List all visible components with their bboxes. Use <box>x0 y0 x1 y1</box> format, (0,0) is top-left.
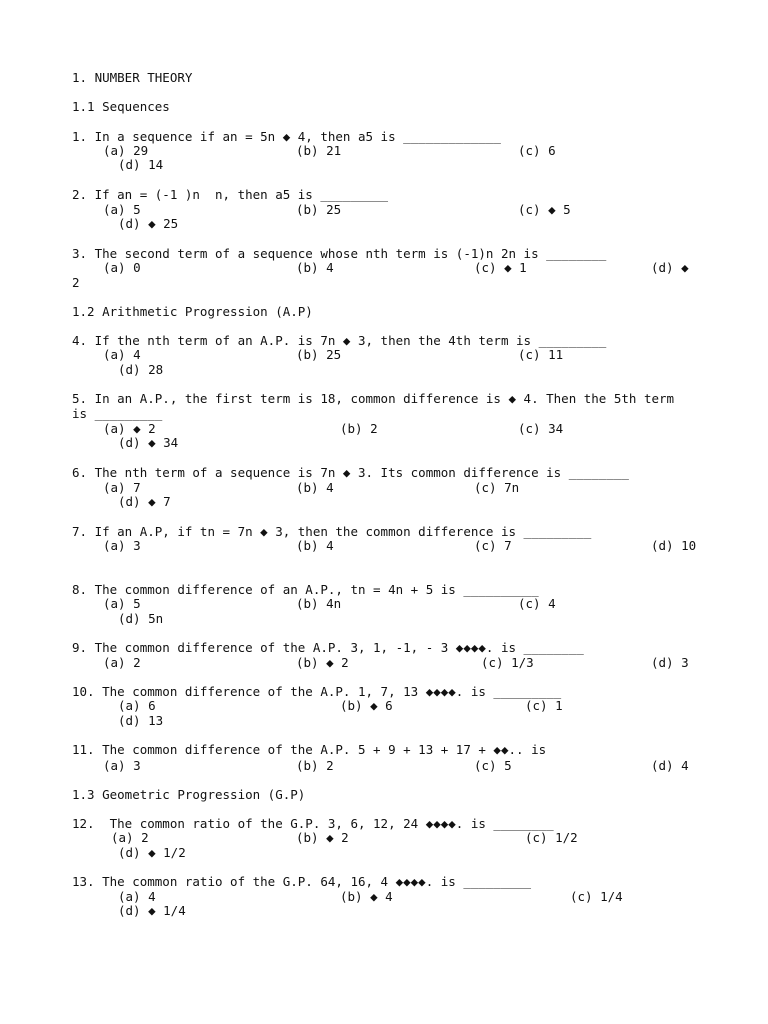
option-c: (c) 1/2 <box>525 830 578 845</box>
option-d: (d) ◆ <box>651 260 689 275</box>
option-b: (b) ◆ 6 <box>340 698 393 713</box>
option-d: (d) 3 <box>651 655 689 670</box>
option-b: (b) 4 <box>296 260 334 275</box>
option-d: (d) ◆ 25 <box>118 216 179 231</box>
page-heading: 1. NUMBER THEORY <box>72 70 193 85</box>
option-c: (c) 1/3 <box>481 655 534 670</box>
option-b: (b) 2 <box>296 758 334 773</box>
option-b: (b) 4n <box>296 596 342 611</box>
option-b: (b) 4 <box>296 538 334 553</box>
option-d: (d) 5n <box>118 611 164 626</box>
question-text: 7. If an A.P, if tn = 7n ◆ 3, then the common difference is _________ <box>72 524 592 539</box>
question-text: 6. The nth term of a sequence is 7n ◆ 3. Its common difference is ________ <box>72 465 629 480</box>
option-c: (c) 4 <box>518 596 556 611</box>
option-a: (a) 4 <box>118 889 156 904</box>
option-a: (a) 5 <box>103 202 141 217</box>
question-text: 4. If the nth term of an A.P. is 7n ◆ 3, then the 4th term is _________ <box>72 333 607 348</box>
option-d: (d) 13 <box>118 713 164 728</box>
option-d: (d) ◆ 7 <box>118 494 171 509</box>
option-a: (a) 4 <box>103 347 141 362</box>
question-text: 10. The common difference of the A.P. 1, 7, 13 ◆◆◆◆. is _________ <box>72 684 562 699</box>
question-text: 8. The common difference of an A.P., tn = 4n + 5 is __________ <box>72 582 539 597</box>
option-c: (c) 7n <box>474 480 520 495</box>
option-a: (a) 5 <box>103 596 141 611</box>
option-a: (a) 3 <box>103 758 141 773</box>
option-a: (a) 3 <box>103 538 141 553</box>
option-a: (a) 29 <box>103 143 149 158</box>
question-text: 9. The common difference of the A.P. 3, 1, -1, - 3 ◆◆◆◆. is ________ <box>72 640 584 655</box>
option-b: (b) ◆ 2 <box>296 830 349 845</box>
question-text: 2. If an = (-1 )n n, then a5 is _________ <box>72 187 389 202</box>
question-text: 1. In a sequence if an = 5n ◆ 4, then a5 is _____________ <box>72 129 501 144</box>
option-c: (c) ◆ 5 <box>518 202 571 217</box>
option-b: (b) 25 <box>296 202 342 217</box>
question-text: 13. The common ratio of the G.P. 64, 16, 4 ◆◆◆◆. is _________ <box>72 874 532 889</box>
question-text: 3. The second term of a sequence whose nth term is (-1)n 2n is ________ <box>72 246 607 261</box>
option-b: (b) ◆ 4 <box>340 889 393 904</box>
option-b: (b) ◆ 2 <box>296 655 349 670</box>
option-d: (d) ◆ 1/4 <box>118 903 186 918</box>
option-c: (c) 34 <box>518 421 564 436</box>
option-c: (c) 7 <box>474 538 512 553</box>
option-c: (c) 1 <box>525 698 563 713</box>
option-d: (d) 14 <box>118 157 164 172</box>
option-b: (b) 21 <box>296 143 342 158</box>
question-text: 12. The common ratio of the G.P. 3, 6, 12, 24 ◆◆◆◆. is ________ <box>72 816 554 831</box>
option-d: (d) 28 <box>118 362 164 377</box>
question-text-continued: is _________ <box>72 406 163 421</box>
option-b: (b) 2 <box>340 421 378 436</box>
option-c: (c) 6 <box>518 143 556 158</box>
option-a: (a) 7 <box>103 480 141 495</box>
section-heading-gp: 1.3 Geometric Progression (G.P) <box>72 787 306 802</box>
option-a: (a) 2 <box>103 655 141 670</box>
option-b: (b) 4 <box>296 480 334 495</box>
option-c: (c) 5 <box>474 758 512 773</box>
option-c: (c) ◆ 1 <box>474 260 527 275</box>
option-d: (d) 4 <box>651 758 689 773</box>
option-a: (a) ◆ 2 <box>103 421 156 436</box>
option-d: (d) 10 <box>651 538 697 553</box>
option-a: (a) 2 <box>111 830 149 845</box>
option-c: (c) 11 <box>518 347 564 362</box>
option-d: (d) ◆ 1/2 <box>118 845 186 860</box>
option-a: (a) 0 <box>103 260 141 275</box>
question-text: 5. In an A.P., the first term is 18, common difference is ◆ 4. Then the 5th term <box>72 391 675 406</box>
option-a: (a) 6 <box>118 698 156 713</box>
option-d-continued: 2 <box>72 275 80 290</box>
option-d: (d) ◆ 34 <box>118 435 179 450</box>
option-c: (c) 1/4 <box>570 889 623 904</box>
option-b: (b) 25 <box>296 347 342 362</box>
question-text: 11. The common difference of the A.P. 5 + 9 + 13 + 17 + ◆◆.. is <box>72 742 547 757</box>
section-heading-sequences: 1.1 Sequences <box>72 99 170 114</box>
section-heading-ap: 1.2 Arithmetic Progression (A.P) <box>72 304 313 319</box>
